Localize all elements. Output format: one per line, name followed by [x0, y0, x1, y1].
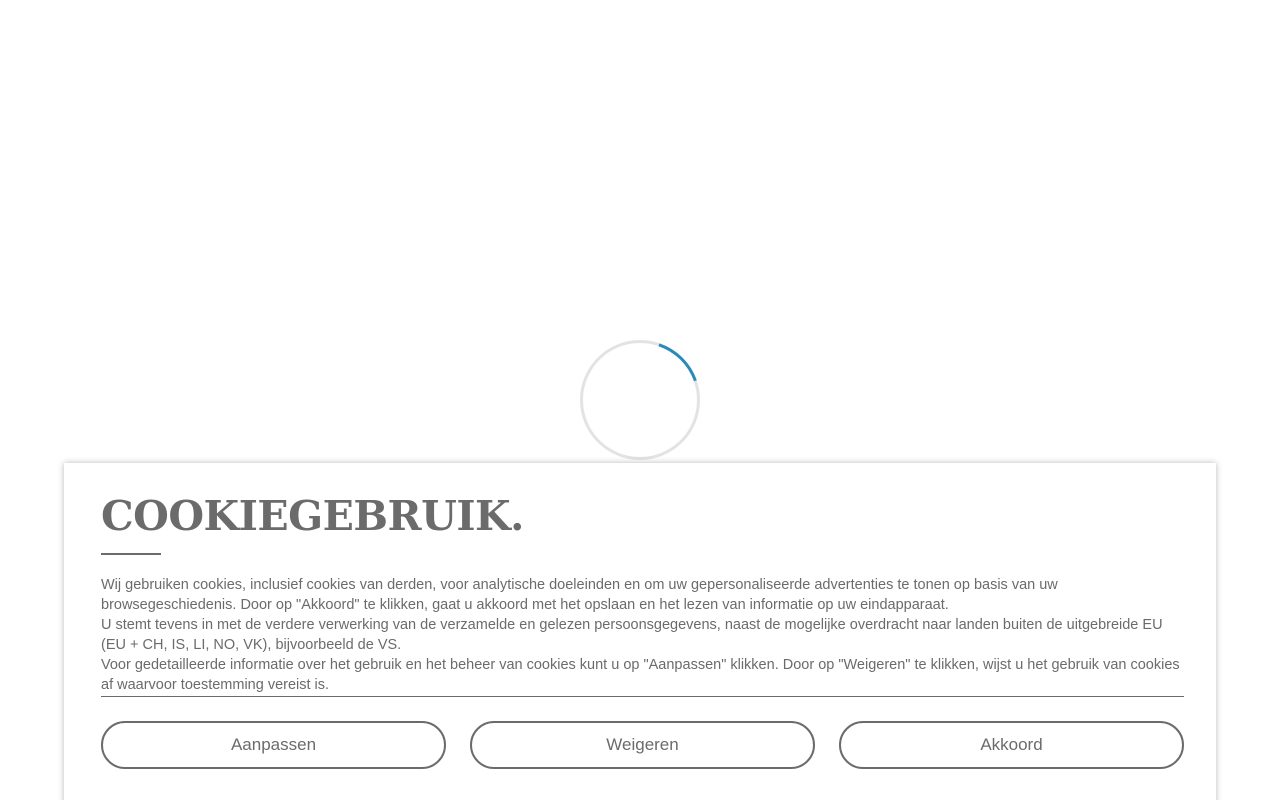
reject-button[interactable]: Weigeren: [470, 721, 815, 769]
cookie-paragraph-consent: Wij gebruiken cookies, inclusief cookies van derden, voor analytische doeleinden en om uw gepersonaliseerde advertenties te tonen op basis van uw browsegeschiedenis. Door op "Akkoord" te klikken, gaat u akkoord met het opslaan en het lezen van informatie op uw eindapparaat.: [101, 577, 1058, 613]
accept-button[interactable]: Akkoord: [839, 721, 1184, 769]
cookie-paragraph-transfer: U stemt tevens in met de verdere verwerking van de verzamelde en gelezen persoonsgegevens, naast de mogelijke overdracht naar landen buiten de uitgebreide EU (EU + CH, IS, LI, NO, VK), bijvoorbeeld de VS.: [101, 617, 1163, 653]
cookie-consent-banner: [64, 463, 1216, 800]
cookie-description[interactable]: [101, 575, 1184, 697]
customize-button[interactable]: Aanpassen: [101, 721, 446, 769]
cookie-title: COOKIEGEBRUIK.: [101, 492, 524, 540]
loading-spinner-icon: [580, 340, 700, 460]
title-divider: [101, 553, 161, 555]
cookie-paragraph-details: Voor gedetailleerde informatie over het gebruik en het beheer van cookies kunt u op "Aanpassen" klikken. Door op "Weigeren" te klikken, wijst u het gebruik van cookies af waarvoor toestemming vereist is.: [101, 657, 1180, 693]
cookie-button-row: [101, 721, 1184, 769]
